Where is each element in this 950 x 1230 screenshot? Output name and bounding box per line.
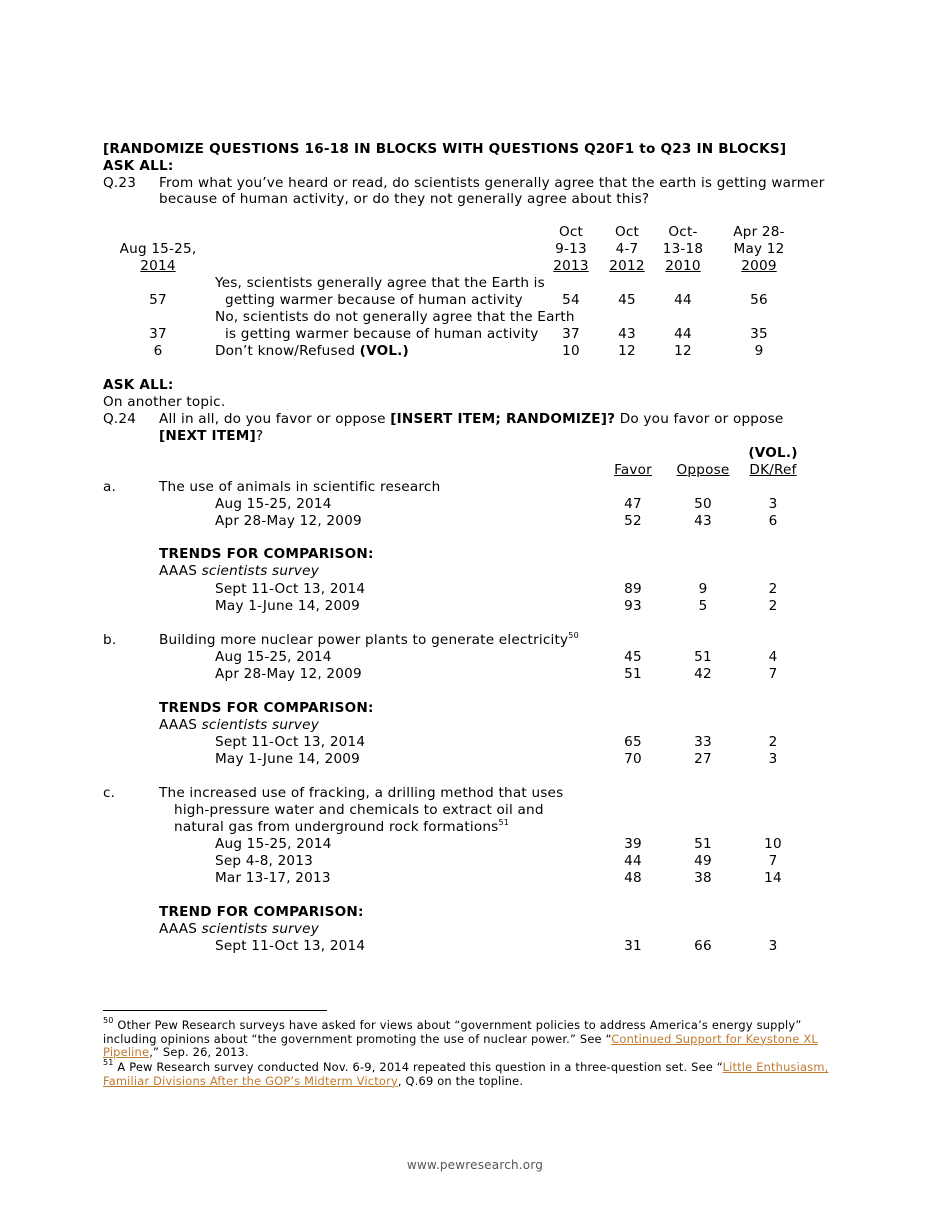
table-row (0, 853, 950, 870)
table-row (0, 734, 950, 751)
q24c-row2-favor: 44 (624, 853, 642, 869)
q23-row2-label-line2: is getting warmer because of human activity (225, 326, 539, 342)
q23-row3-v2009: 9 (754, 343, 764, 359)
q23-col1-dates: Aug 15-25, (119, 241, 197, 257)
footnote-51-text: A Pew Research survey conducted Nov. 6-9, 2014 repeated this question in a three-question set. See “ (113, 1060, 723, 1074)
q24b-trend2-favor: 70 (624, 751, 642, 767)
q24c-text-line2: high-pressure water and chemicals to extract oil and (174, 802, 544, 818)
aaas-italic: scientists survey (201, 563, 319, 579)
q23-number: Q.23 (103, 175, 137, 191)
q23-col4-month: Oct- (668, 224, 698, 240)
q23-col2-year: 2013 (553, 258, 589, 274)
q24c-letter: c. (103, 785, 116, 801)
footnote-50 (103, 1016, 833, 1060)
q24b-trend1-favor: 65 (624, 734, 642, 750)
q24a-trend1-date: Sept 11-Oct 13, 2014 (215, 581, 366, 597)
q24b-aaas-label (159, 717, 319, 734)
q23-row2-v2014: 37 (149, 326, 167, 342)
table-row (0, 598, 950, 615)
q23-col2-days: 9-13 (555, 241, 587, 257)
footnote-51-link[interactable]: Little Enthusiasm, Familiar Divisions After the GOP’s Midterm Victory (103, 1060, 829, 1088)
q24b-letter: b. (103, 632, 117, 648)
q24b-text (159, 632, 579, 649)
q23-row3-v2010: 12 (674, 343, 692, 359)
q24-col-vol: (VOL.) (748, 445, 798, 461)
q24c-trend-label: TREND FOR COMPARISON: (159, 904, 364, 920)
q24c-row2-dk: 7 (768, 853, 778, 869)
q24c-row3-date: Mar 13-17, 2013 (215, 870, 331, 886)
q24a-trend1-oppose: 9 (698, 581, 708, 597)
table-row (0, 938, 950, 955)
q23-question-line2: because of human activity, or do they not generally agree about this? (159, 191, 650, 207)
q24c-trend1-dk: 3 (768, 938, 778, 954)
q24b-row1-date: Aug 15-25, 2014 (215, 649, 332, 665)
table-row (0, 836, 950, 853)
q24a-row1-favor: 47 (624, 496, 642, 512)
q24-text-a: All in all, do you favor or oppose (159, 411, 391, 427)
q24b-row1-favor: 45 (624, 649, 642, 665)
q23-row2-v2009: 35 (750, 326, 768, 342)
footnote-51 (103, 1058, 833, 1088)
q23-col4-days: 13-18 (662, 241, 704, 257)
q24-col-dk: DK/Ref (749, 462, 797, 478)
q24b-row2-date: Apr 28-May 12, 2009 (215, 666, 362, 682)
q24a-row2-date: Apr 28-May 12, 2009 (215, 513, 362, 529)
q24b-trend2-dk: 3 (768, 751, 778, 767)
q24-col-oppose: Oppose (676, 462, 730, 478)
q24b-row1-oppose: 51 (694, 649, 712, 665)
q23-row1-v2010: 44 (674, 292, 692, 308)
q24c-row1-date: Aug 15-25, 2014 (215, 836, 332, 852)
q23-ask-all: ASK ALL: (103, 158, 174, 174)
q24b-row1-dk: 4 (768, 649, 778, 665)
q23-row3-label-vol: (VOL.) (359, 343, 409, 359)
q23-col3-month: Oct (614, 224, 640, 240)
q24-question-line2 (159, 428, 263, 445)
q24c-text-line1: The increased use of fracking, a drilling method that uses (159, 785, 564, 801)
q24a-row1-date: Aug 15-25, 2014 (215, 496, 332, 512)
q24c-trend1-favor: 31 (624, 938, 642, 954)
table-row (0, 326, 950, 343)
footnote-50-tail: ,” Sep. 26, 2013. (149, 1045, 249, 1059)
q24a-row1-oppose: 50 (694, 496, 712, 512)
q24b-row2-oppose: 42 (694, 666, 712, 682)
q24c-row1-oppose: 51 (694, 836, 712, 852)
q24a-trend2-favor: 93 (624, 598, 642, 614)
q23-row2-v2012: 43 (618, 326, 636, 342)
q24a-row2-dk: 6 (768, 513, 778, 529)
q23-row2-v2013: 37 (562, 326, 580, 342)
q23-row2-label-line1: No, scientists do not generally agree that the Earth (215, 309, 575, 325)
footnote-50-number: 50 (103, 1016, 114, 1025)
q24a-aaas-label (159, 563, 319, 580)
q24-intro: On another topic. (103, 394, 226, 410)
q23-row3-v2014: 6 (153, 343, 163, 359)
q24a-letter: a. (103, 479, 117, 495)
q24c-trend1-date: Sept 11-Oct 13, 2014 (215, 938, 366, 954)
q24b-trends-label: TRENDS FOR COMPARISON: (159, 700, 374, 716)
q24b-row2-dk: 7 (768, 666, 778, 682)
q24-ask-all: ASK ALL: (103, 377, 174, 393)
q24b-text-body: Building more nuclear power plants to generate electricity (159, 632, 569, 648)
q23-row3-label-plain: Don’t know/Refused (215, 343, 360, 359)
q24-text-next-item: [NEXT ITEM] (159, 428, 256, 444)
q24-col-favor: Favor (614, 462, 652, 478)
q23-row3-v2013: 10 (562, 343, 580, 359)
aaas-plain: AAAS (159, 717, 202, 733)
q24b-trend2-date: May 1-June 14, 2009 (215, 751, 360, 767)
aaas-plain: AAAS (159, 563, 202, 579)
footnote-51-number: 51 (103, 1058, 114, 1067)
aaas-plain: AAAS (159, 921, 202, 937)
q24a-text: The use of animals in scientific research (159, 479, 441, 495)
table-row (0, 496, 950, 513)
q24a-trend2-dk: 2 (768, 598, 778, 614)
q23-col5-year: 2009 (741, 258, 777, 274)
q24b-trend1-oppose: 33 (694, 734, 712, 750)
table-row (0, 870, 950, 887)
q23-col1-year: 2014 (140, 258, 176, 274)
table-row (0, 751, 950, 768)
q23-col4-year: 2010 (665, 258, 701, 274)
q23-col5-month: Apr 28- (733, 224, 785, 240)
q24c-row2-oppose: 49 (694, 853, 712, 869)
q24-text-insert: [INSERT ITEM; RANDOMIZE]? (390, 411, 616, 427)
footnote-51-tail: , Q.69 on the topline. (397, 1073, 524, 1088)
q24a-trend2-date: May 1-June 14, 2009 (215, 598, 360, 614)
q23-row1-label-line2: getting warmer because of human activity (225, 292, 523, 308)
q24b-row2-favor: 51 (624, 666, 642, 682)
q24c-row3-favor: 48 (624, 870, 642, 886)
aaas-italic: scientists survey (201, 921, 319, 937)
q24b-trend2-oppose: 27 (694, 751, 712, 767)
q24a-trend1-dk: 2 (768, 581, 778, 597)
q24a-trends-label: TRENDS FOR COMPARISON: (159, 546, 374, 562)
aaas-italic: scientists survey (201, 717, 319, 733)
q24-number: Q.24 (103, 411, 137, 427)
q24b-trend1-dk: 2 (768, 734, 778, 750)
q24c-row1-dk: 10 (764, 836, 782, 852)
page-footer-url[interactable]: www.pewresearch.org (406, 1158, 544, 1172)
footnote-50-text: Other Pew Research surveys have asked for views about “government policies to address America’s energy supply” including opinions about “the government promoting the use of nuclear power.” See “ (103, 1018, 802, 1046)
q23-row3-label (215, 343, 409, 360)
table-row (0, 292, 950, 309)
q24a-row1-dk: 3 (768, 496, 778, 512)
q23-col3-year: 2012 (609, 258, 645, 274)
q23-question-line1: From what you’ve heard or read, do scientists generally agree that the earth is getting warmer (159, 175, 825, 191)
q24c-row3-dk: 14 (764, 870, 782, 886)
table-row (0, 513, 950, 530)
table-row (0, 649, 950, 666)
table-row (0, 343, 950, 360)
q23-col3-days: 4-7 (615, 241, 639, 257)
q24c-row1-favor: 39 (624, 836, 642, 852)
q24-question-line1 (159, 411, 783, 428)
q24a-row2-oppose: 43 (694, 513, 712, 529)
q23-row1-v2014: 57 (149, 292, 167, 308)
q24a-trend1-favor: 89 (624, 581, 642, 597)
q24a-row2-favor: 52 (624, 513, 642, 529)
q24c-row2-date: Sep 4-8, 2013 (215, 853, 313, 869)
footnote-divider (103, 1010, 327, 1011)
table-row (0, 666, 950, 683)
q24a-trend2-oppose: 5 (698, 598, 708, 614)
q24c-trend1-oppose: 66 (694, 938, 712, 954)
footnote-ref-50[interactable]: 50 (568, 631, 579, 640)
footnote-50-link[interactable]: Continued Support for Keystone XL Pipeline (103, 1031, 818, 1059)
q23-row1-v2012: 45 (618, 292, 636, 308)
q23-col5-days: May 12 (733, 241, 785, 257)
q24c-aaas-label (159, 921, 319, 938)
footnote-ref-51[interactable]: 51 (498, 818, 510, 827)
q24-text-c: Do you favor or oppose (615, 411, 784, 427)
q23-row1-v2013: 54 (562, 292, 580, 308)
q23-row3-v2012: 12 (618, 343, 636, 359)
q23-row1-label-line1: Yes, scientists generally agree that the Earth is (215, 275, 545, 291)
q23-col2-month: Oct (558, 224, 584, 240)
q24-text-e: ? (255, 428, 264, 444)
table-row (0, 581, 950, 598)
q24c-text-line3 (174, 819, 509, 836)
q24c-text-line3-body: natural gas from underground rock formations (174, 819, 499, 835)
q23-row2-v2010: 44 (674, 326, 692, 342)
q24b-trend1-date: Sept 11-Oct 13, 2014 (215, 734, 366, 750)
q23-row1-v2009: 56 (750, 292, 768, 308)
randomize-instruction: [RANDOMIZE QUESTIONS 16-18 IN BLOCKS WITH QUESTIONS Q20F1 to Q23 IN BLOCKS] (103, 141, 787, 157)
q24c-row3-oppose: 38 (694, 870, 712, 886)
